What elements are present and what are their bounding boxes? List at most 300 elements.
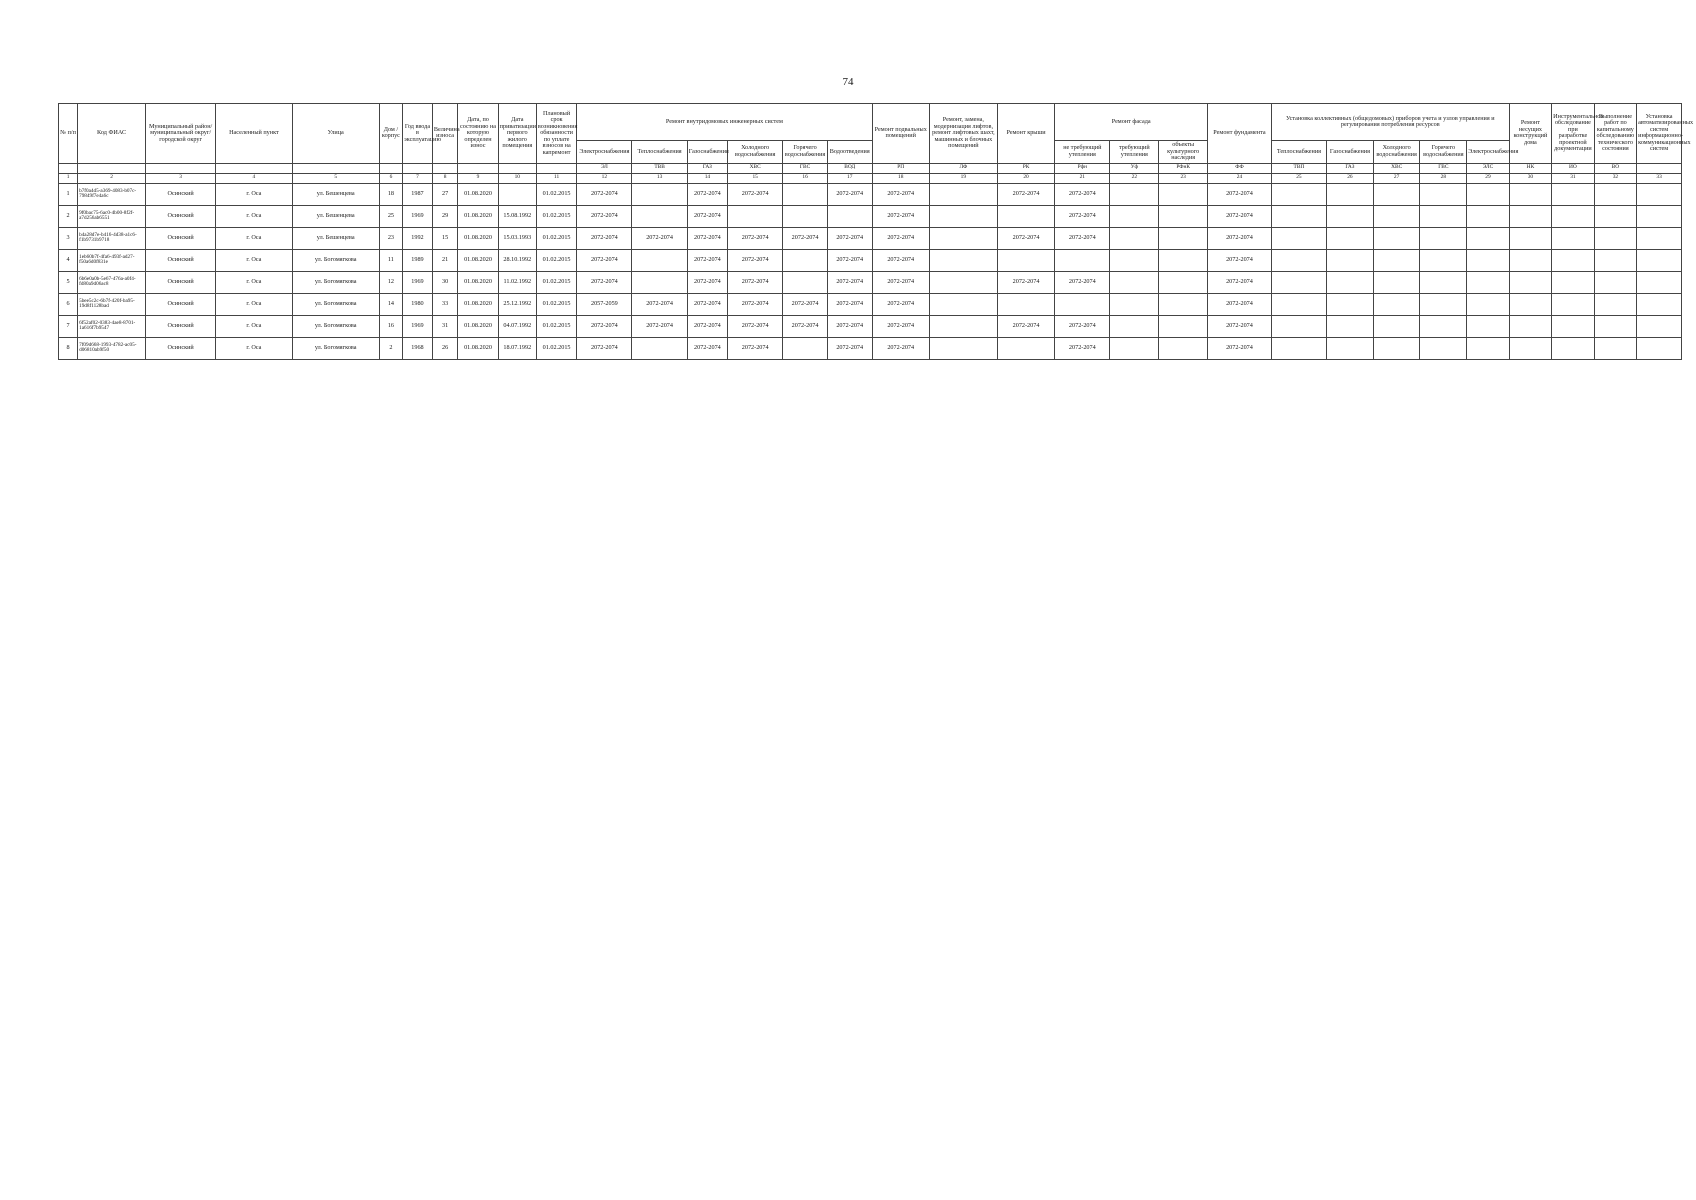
facade-repair xyxy=(1055,293,1110,315)
table-row xyxy=(59,205,1682,227)
fias-code: 7f09d668-1993-4782-ac05-d06810ab9f50 xyxy=(78,337,146,359)
facade-repair: 2072-2074 xyxy=(1055,205,1110,227)
locality: г. Оса xyxy=(216,293,292,315)
header-group-meters: Установка коллективных (общедомовых) приборов учета и узлов управления и регулирования потребления ресурсов xyxy=(1271,104,1509,141)
privatization-date: 28.10.1992 xyxy=(498,249,536,271)
roof-repair: 2072-2074 xyxy=(997,315,1054,337)
empty-cell xyxy=(1271,315,1326,337)
header-wear: Величина износа xyxy=(432,104,457,164)
locality: г. Оса xyxy=(216,183,292,205)
electric-repair: 2072-2074 xyxy=(577,271,632,293)
roof-repair xyxy=(997,337,1054,359)
column-code: ГАЗ xyxy=(1327,163,1374,173)
electric-repair: 2072-2074 xyxy=(577,249,632,271)
header-electric: Электроснабжения xyxy=(577,141,632,164)
district: Осинский xyxy=(146,249,216,271)
header-fias: Код ФИАС xyxy=(78,104,146,164)
header-locality: Населенный пункт xyxy=(216,104,292,164)
empty-cell xyxy=(1327,293,1374,315)
wear-percent: 30 xyxy=(432,271,457,293)
roof-repair: 2072-2074 xyxy=(997,227,1054,249)
empty-cell xyxy=(1552,205,1594,227)
header-numbers-row xyxy=(59,173,1682,183)
empty-cell xyxy=(1552,315,1594,337)
foundation-repair: 2072-2074 xyxy=(1208,293,1272,315)
column-code xyxy=(432,163,457,173)
empty-cell xyxy=(1552,183,1594,205)
fias-code: 6b6e0a0b-5e67-476a-a0f4-fd80a9d06ac8 xyxy=(78,271,146,293)
hot-water-repair: 2072-2074 xyxy=(783,315,828,337)
empty-cell xyxy=(1373,183,1420,205)
empty-cell xyxy=(1373,205,1420,227)
empty-cell xyxy=(1594,271,1636,293)
header-m-electric: Электроснабжения xyxy=(1467,141,1509,164)
header-district: Муниципальный район/муниципальный округ/городской округ xyxy=(146,104,216,164)
column-code: ГВС xyxy=(1420,163,1467,173)
empty-cell xyxy=(1327,249,1374,271)
year-built: 1969 xyxy=(403,271,433,293)
facade-repair: 2072-2074 xyxy=(1055,337,1110,359)
gas-repair: 2072-2074 xyxy=(687,315,727,337)
empty-cell xyxy=(1637,205,1682,227)
lift-repair xyxy=(929,271,997,293)
header-auto: Установка автоматизированных систем информационно-коммуникационных систем xyxy=(1637,104,1682,164)
street: ул. Богомягкова xyxy=(292,293,379,315)
locality: г. Оса xyxy=(216,205,292,227)
column-number: 11 xyxy=(536,173,576,183)
header-m-gas: Газоснабжения xyxy=(1327,141,1374,164)
header-foundation: Ремонт фундамента xyxy=(1208,104,1272,164)
header-roof: Ремонт крыши xyxy=(997,104,1054,164)
foundation-repair: 2072-2074 xyxy=(1208,249,1272,271)
fias-code: 5bee5c2c-6b7f-420f-ba95-19d8f1128bad xyxy=(78,293,146,315)
wear-date: 01.08.2020 xyxy=(458,293,498,315)
table-row xyxy=(59,249,1682,271)
roof-repair xyxy=(997,205,1054,227)
empty-cell xyxy=(1420,271,1467,293)
cold-water-repair: 2072-2074 xyxy=(728,227,783,249)
drain-repair: 2072-2074 xyxy=(827,183,872,205)
heat-repair: 2072-2074 xyxy=(632,293,687,315)
header-facade-insul: не требующий утепления xyxy=(1055,141,1110,164)
house-number: 25 xyxy=(379,205,402,227)
header-group-facade: Ремонт фасада xyxy=(1055,104,1208,141)
empty-cell xyxy=(1420,205,1467,227)
district: Осинский xyxy=(146,315,216,337)
facade-cultural-repair xyxy=(1159,205,1208,227)
column-code xyxy=(498,163,536,173)
heat-repair xyxy=(632,249,687,271)
header-drain: Водоотведения xyxy=(827,141,872,164)
contribution-date: 01.02.2015 xyxy=(536,249,576,271)
header-num: № п/п xyxy=(59,104,78,164)
empty-cell xyxy=(1420,227,1467,249)
empty-cell xyxy=(1594,205,1636,227)
empty-cell xyxy=(1552,271,1594,293)
column-code xyxy=(379,163,402,173)
header-construct: Ремонт несущих конструкций дома xyxy=(1509,104,1551,164)
foundation-repair: 2072-2074 xyxy=(1208,183,1272,205)
empty-cell xyxy=(1594,183,1636,205)
wear-percent: 21 xyxy=(432,249,457,271)
facade-repair: 2072-2074 xyxy=(1055,271,1110,293)
basement-repair: 2072-2074 xyxy=(872,337,929,359)
electric-repair: 2072-2074 xyxy=(577,183,632,205)
column-number: 1 xyxy=(59,173,78,183)
empty-cell xyxy=(1552,293,1594,315)
column-code: Рфн xyxy=(1055,163,1110,173)
header-supervision: Выполнение работ по капитальному обследованию технического состояния xyxy=(1594,104,1636,164)
basement-repair: 2072-2074 xyxy=(872,271,929,293)
column-number: 25 xyxy=(1271,173,1326,183)
column-code: ХВС xyxy=(728,163,783,173)
column-number: 10 xyxy=(498,173,536,183)
wear-percent: 31 xyxy=(432,315,457,337)
facade-repair xyxy=(1055,249,1110,271)
column-code: ТВВ xyxy=(632,163,687,173)
header-gas: Газоснабжения xyxy=(687,141,727,164)
header-heat: Теплоснабжения xyxy=(632,141,687,164)
wear-percent: 26 xyxy=(432,337,457,359)
empty-cell xyxy=(1552,337,1594,359)
empty-cell xyxy=(1509,271,1551,293)
empty-cell xyxy=(1467,249,1509,271)
empty-cell xyxy=(1509,205,1551,227)
house-number: 18 xyxy=(379,183,402,205)
table-row xyxy=(59,227,1682,249)
column-number: 12 xyxy=(577,173,632,183)
cold-water-repair: 2072-2074 xyxy=(728,271,783,293)
cold-water-repair: 2072-2074 xyxy=(728,293,783,315)
empty-cell xyxy=(1327,183,1374,205)
hot-water-repair xyxy=(783,183,828,205)
column-code: ИО xyxy=(1552,163,1594,173)
empty-cell xyxy=(1467,227,1509,249)
column-code: ФФ xyxy=(1208,163,1272,173)
fias-code: 6f52af02-0383-4ae8-8701-1a616f7b9547 xyxy=(78,315,146,337)
column-number: 5 xyxy=(292,173,379,183)
column-number: 13 xyxy=(632,173,687,183)
district: Осинский xyxy=(146,337,216,359)
wear-percent: 27 xyxy=(432,183,457,205)
empty-cell xyxy=(1327,315,1374,337)
fias-code: 1eb60b7f-4fa6-493f-ad27-f50a6d0f831e xyxy=(78,249,146,271)
column-code xyxy=(292,163,379,173)
street: ул. Богомягкова xyxy=(292,271,379,293)
facade-cultural-repair xyxy=(1159,249,1208,271)
header-built: Год ввода в эксплуатацию xyxy=(403,104,433,164)
empty-cell xyxy=(1271,337,1326,359)
facade-cultural-repair xyxy=(1159,271,1208,293)
empty-cell xyxy=(1373,227,1420,249)
street: ул. Бешенцева xyxy=(292,183,379,205)
contribution-date: 01.02.2015 xyxy=(536,337,576,359)
empty-cell xyxy=(1509,315,1551,337)
lift-repair xyxy=(929,249,997,271)
foundation-repair: 2072-2074 xyxy=(1208,271,1272,293)
facade-insulation-repair xyxy=(1110,183,1159,205)
column-number: 18 xyxy=(872,173,929,183)
row-number: 7 xyxy=(59,315,78,337)
house-number: 16 xyxy=(379,315,402,337)
facade-insulation-repair xyxy=(1110,205,1159,227)
gas-repair: 2072-2074 xyxy=(687,205,727,227)
house-number: 2 xyxy=(379,337,402,359)
empty-cell xyxy=(1327,271,1374,293)
column-number: 17 xyxy=(827,173,872,183)
district: Осинский xyxy=(146,227,216,249)
column-number: 30 xyxy=(1509,173,1551,183)
street: ул. Богомягкова xyxy=(292,315,379,337)
empty-cell xyxy=(1327,227,1374,249)
empty-cell xyxy=(1552,249,1594,271)
header-facade-req: требующий утепления xyxy=(1110,141,1159,164)
heat-repair: 2072-2074 xyxy=(632,315,687,337)
house-number: 12 xyxy=(379,271,402,293)
wear-date: 01.08.2020 xyxy=(458,315,498,337)
column-number: 28 xyxy=(1420,173,1467,183)
lift-repair xyxy=(929,315,997,337)
table-row xyxy=(59,293,1682,315)
empty-cell xyxy=(1467,337,1509,359)
wear-date: 01.08.2020 xyxy=(458,249,498,271)
table-row xyxy=(59,337,1682,359)
column-number: 32 xyxy=(1594,173,1636,183)
empty-cell xyxy=(1373,293,1420,315)
column-code xyxy=(146,163,216,173)
drain-repair: 2072-2074 xyxy=(827,337,872,359)
house-number: 11 xyxy=(379,249,402,271)
row-number: 6 xyxy=(59,293,78,315)
street: ул. Бешенцева xyxy=(292,205,379,227)
house-number: 14 xyxy=(379,293,402,315)
header-lift: Ремонт, замена, модернизация лифтов, ремонт лифтовых шахт, машинных и блочных помещений xyxy=(929,104,997,164)
column-number: 19 xyxy=(929,173,997,183)
basement-repair: 2072-2074 xyxy=(872,183,929,205)
basement-repair: 2072-2074 xyxy=(872,293,929,315)
foundation-repair: 2072-2074 xyxy=(1208,205,1272,227)
roof-repair xyxy=(997,249,1054,271)
privatization-date: 18.07.1992 xyxy=(498,337,536,359)
column-number: 8 xyxy=(432,173,457,183)
drain-repair: 2072-2074 xyxy=(827,293,872,315)
gas-repair: 2072-2074 xyxy=(687,293,727,315)
hot-water-repair xyxy=(783,337,828,359)
empty-cell xyxy=(1271,293,1326,315)
drain-repair xyxy=(827,205,872,227)
column-code: РП xyxy=(872,163,929,173)
page-number: 74 xyxy=(842,76,854,88)
gas-repair: 2072-2074 xyxy=(687,227,727,249)
header-codes-row xyxy=(59,163,1682,173)
column-number: 6 xyxy=(379,173,402,183)
column-number: 9 xyxy=(458,173,498,183)
basement-repair: 2072-2074 xyxy=(872,227,929,249)
column-code: РК xyxy=(997,163,1054,173)
column-code xyxy=(458,163,498,173)
capital-repair-table xyxy=(58,103,1694,360)
column-code: ГВС xyxy=(783,163,828,173)
facade-insulation-repair xyxy=(1110,315,1159,337)
empty-cell xyxy=(1637,337,1682,359)
row-number: 8 xyxy=(59,337,78,359)
column-code xyxy=(536,163,576,173)
column-code xyxy=(403,163,433,173)
empty-cell xyxy=(1420,249,1467,271)
header-cold: Холодного водоснабжения xyxy=(728,141,783,164)
empty-cell xyxy=(1509,249,1551,271)
row-number: 4 xyxy=(59,249,78,271)
column-code xyxy=(216,163,292,173)
basement-repair: 2072-2074 xyxy=(872,249,929,271)
wear-percent: 29 xyxy=(432,205,457,227)
wear-date: 01.08.2020 xyxy=(458,227,498,249)
hot-water-repair xyxy=(783,249,828,271)
year-built: 1992 xyxy=(403,227,433,249)
basement-repair: 2072-2074 xyxy=(872,205,929,227)
facade-insulation-repair xyxy=(1110,293,1159,315)
empty-cell xyxy=(1467,293,1509,315)
table-row xyxy=(59,271,1682,293)
facade-insulation-repair xyxy=(1110,249,1159,271)
lift-repair xyxy=(929,337,997,359)
row-number: 1 xyxy=(59,183,78,205)
lift-repair xyxy=(929,183,997,205)
contribution-date: 01.02.2015 xyxy=(536,205,576,227)
column-code: ВОД xyxy=(827,163,872,173)
contribution-date: 01.02.2015 xyxy=(536,293,576,315)
table-row xyxy=(59,183,1682,205)
wear-date: 01.08.2020 xyxy=(458,183,498,205)
year-built: 1989 xyxy=(403,249,433,271)
column-number: 22 xyxy=(1110,173,1159,183)
facade-cultural-repair xyxy=(1159,337,1208,359)
street: ул. Богомягкова xyxy=(292,249,379,271)
header-m-heat: Теплоснабжения xyxy=(1271,141,1326,164)
empty-cell xyxy=(1637,249,1682,271)
empty-cell xyxy=(1509,337,1551,359)
year-built: 1980 xyxy=(403,293,433,315)
empty-cell xyxy=(1594,249,1636,271)
electric-repair: 2072-2074 xyxy=(577,315,632,337)
column-number: 7 xyxy=(403,173,433,183)
privatization-date: 15.03.1993 xyxy=(498,227,536,249)
empty-cell xyxy=(1637,183,1682,205)
column-code: РФнК xyxy=(1159,163,1208,173)
wear-percent: 15 xyxy=(432,227,457,249)
street: ул. Богомягкова xyxy=(292,337,379,359)
empty-cell xyxy=(1467,205,1509,227)
facade-cultural-repair xyxy=(1159,293,1208,315)
table-body xyxy=(59,183,1682,359)
heat-repair xyxy=(632,271,687,293)
hot-water-repair xyxy=(783,271,828,293)
facade-cultural-repair xyxy=(1159,227,1208,249)
empty-cell xyxy=(1637,315,1682,337)
empty-cell xyxy=(1271,183,1326,205)
header-group-engineering: Ремонт внутридомовых инженерных систем xyxy=(577,104,872,141)
cold-water-repair: 2072-2074 xyxy=(728,249,783,271)
heat-repair xyxy=(632,337,687,359)
column-number: 14 xyxy=(687,173,727,183)
house-number: 23 xyxy=(379,227,402,249)
empty-cell xyxy=(1373,337,1420,359)
heat-repair xyxy=(632,183,687,205)
empty-cell xyxy=(1637,271,1682,293)
district: Осинский xyxy=(146,183,216,205)
empty-cell xyxy=(1373,249,1420,271)
hot-water-repair: 2072-2074 xyxy=(783,227,828,249)
empty-cell xyxy=(1637,227,1682,249)
empty-cell xyxy=(1420,293,1467,315)
foundation-repair: 2072-2074 xyxy=(1208,227,1272,249)
header-basement: Ремонт подвальных помещений xyxy=(872,104,929,164)
empty-cell xyxy=(1509,227,1551,249)
lift-repair xyxy=(929,205,997,227)
capital-repair-table-sheet xyxy=(58,103,1694,360)
header-plan-term: Плановый срок возникновения обязанности по уплате взносов на капремонт xyxy=(536,104,576,164)
gas-repair: 2072-2074 xyxy=(687,249,727,271)
locality: г. Оса xyxy=(216,249,292,271)
drain-repair: 2072-2074 xyxy=(827,315,872,337)
empty-cell xyxy=(1271,227,1326,249)
gas-repair: 2072-2074 xyxy=(687,183,727,205)
empty-cell xyxy=(1637,293,1682,315)
column-number: 20 xyxy=(997,173,1054,183)
header-hot: Горячего водоснабжения xyxy=(783,141,828,164)
privatization-date xyxy=(498,183,536,205)
fias-code: b4a28d7e-b416-4d38-a1c6-f1b9731b9718 xyxy=(78,227,146,249)
electric-repair: 2057-2059 xyxy=(577,293,632,315)
header-date-priv: Дата приватизации первого жилого помещения xyxy=(498,104,536,164)
facade-insulation-repair xyxy=(1110,271,1159,293)
electric-repair: 2072-2074 xyxy=(577,227,632,249)
header-row-main xyxy=(59,104,1682,141)
electric-repair: 2072-2074 xyxy=(577,337,632,359)
empty-cell xyxy=(1420,183,1467,205)
cold-water-repair: 2072-2074 xyxy=(728,315,783,337)
empty-cell xyxy=(1509,183,1551,205)
column-code xyxy=(78,163,146,173)
empty-cell xyxy=(1373,271,1420,293)
lift-repair xyxy=(929,227,997,249)
empty-cell xyxy=(1271,205,1326,227)
empty-cell xyxy=(1467,315,1509,337)
header-street: Улица xyxy=(292,104,379,164)
locality: г. Оса xyxy=(216,227,292,249)
empty-cell xyxy=(1594,337,1636,359)
district: Осинский xyxy=(146,293,216,315)
year-built: 1969 xyxy=(403,205,433,227)
gas-repair: 2072-2074 xyxy=(687,271,727,293)
header-instr: Инструментальное обследование при разработке проектной документации xyxy=(1552,104,1594,164)
hot-water-repair xyxy=(783,205,828,227)
column-number: 26 xyxy=(1327,173,1374,183)
column-number: 27 xyxy=(1373,173,1420,183)
table-row xyxy=(59,315,1682,337)
district: Осинский xyxy=(146,271,216,293)
facade-repair: 2072-2074 xyxy=(1055,183,1110,205)
column-number: 4 xyxy=(216,173,292,183)
fias-code: 9f0bac75-6ac0-4b00-8f2f-a7d256ab6551 xyxy=(78,205,146,227)
facade-repair: 2072-2074 xyxy=(1055,227,1110,249)
heat-repair xyxy=(632,205,687,227)
header-facade-cult: объекты культурного наследия xyxy=(1159,141,1208,164)
district: Осинский xyxy=(146,205,216,227)
empty-cell xyxy=(1271,271,1326,293)
empty-cell xyxy=(1467,183,1509,205)
facade-repair: 2072-2074 xyxy=(1055,315,1110,337)
